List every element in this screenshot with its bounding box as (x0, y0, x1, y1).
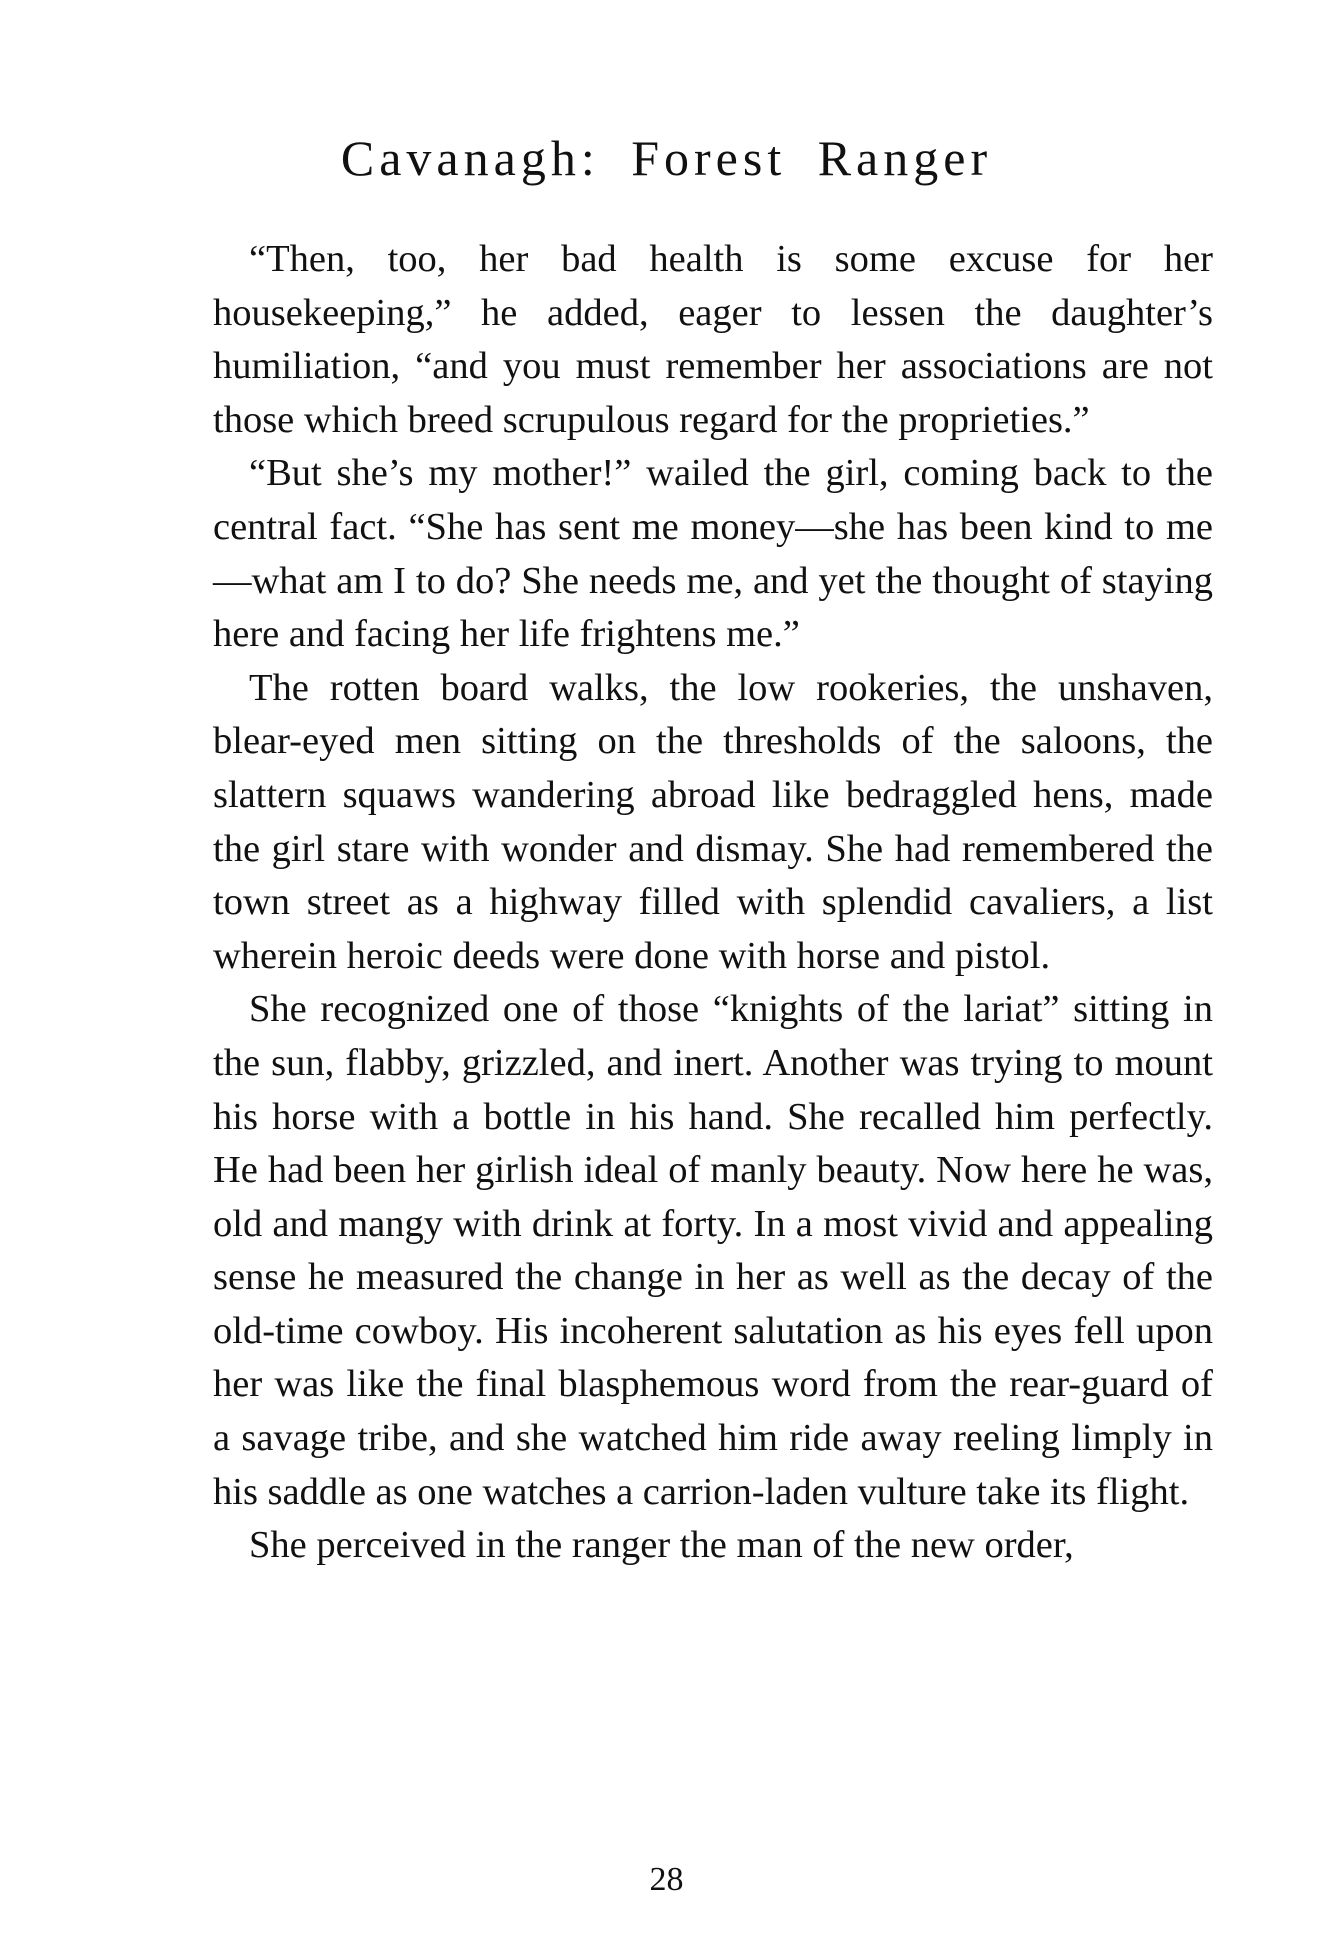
page-number: 28 (649, 1861, 684, 1898)
paragraph: She perceived in the ranger the man of the new order, (249, 1524, 1074, 1567)
paragraph: The rotten board walks, the low rookeries, the unshaven, blear-eyed men sitting on the thresholds of the saloons, the slattern squaws wandering abroad like bedraggled hens, made the girl stare with wonder and dismay. She had remembered the town street as a highway filled with splendid cavaliers, a list wherein heroic deeds were done with horse and pistol. (213, 666, 1213, 977)
running-head-title: Cavanagh: Forest Ranger (340, 130, 993, 186)
body-text (213, 233, 1213, 1573)
paragraph: She recognized one of those “knights of the lariat” sitting in the sun, flabby, grizzled, and inert. Another was trying to mount his horse with a bottle in his hand. She recalled him perfectly. He had been her girlish ideal of manly beauty. Now here he was, old and mangy with drink at forty. In a most vivid and appealing sense he measured the change in her as well as the decay of the old-time cowboy. His incoherent salutation as his eyes fell upon her was like the final blasphemous word from the rear-guard of a savage tribe, and she watched him ride away reeling limply in his saddle as one watches a carrion-laden vulture take its flight. (213, 988, 1213, 1513)
paragraph: “Then, too, her bad health is some excuse for her housekeeping,” he added, eager to lessen the daughter’s humiliation, “and you must remember her associations are not those which breed scrupulous regard for the proprieties.” (213, 238, 1213, 441)
paragraph: “But she’s my mother!” wailed the girl, coming back to the central fact. “She has sent me money—she has been kind to me—what am I to do? She needs me, and yet the thought of staying here and facing her life frightens me.” (213, 452, 1213, 656)
